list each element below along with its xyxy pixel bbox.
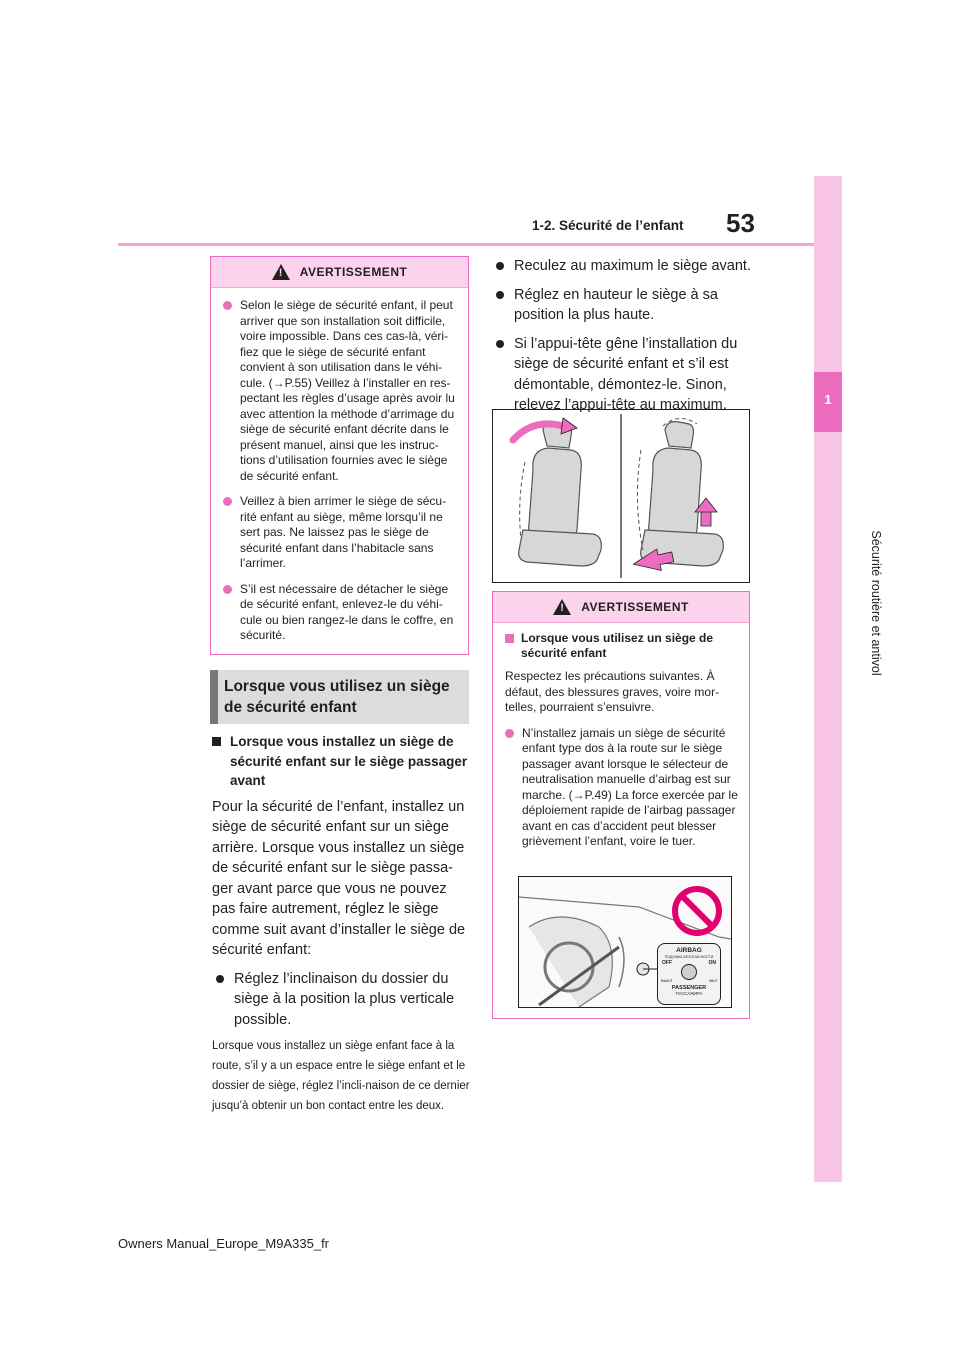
chapter-side-tab	[814, 176, 842, 1182]
warning-triangle-icon: !	[553, 599, 571, 615]
left-column	[212, 732, 470, 1116]
airbag-label-ru: ПОДУШКА БЕЗОПАСНОСТИ	[664, 955, 714, 959]
airbag-key-slot[interactable]	[681, 964, 697, 980]
airbag-switch-panel	[657, 943, 721, 1005]
bullet-dot-icon	[505, 729, 514, 738]
warning-subheading: Lorsque vous utilisez un siège de sécurité enfant	[505, 631, 741, 661]
page-number: 53	[726, 208, 755, 238]
section-title: 1-2. Sécurité de l’enfant	[532, 218, 684, 233]
warning-title: AVERTISSEMENT	[299, 265, 408, 279]
section-heading-text: Lorsque vous utilisez un siège de sécurité enfant	[224, 678, 450, 716]
bullet-dot-icon	[223, 497, 232, 506]
bullet-dot-icon	[216, 975, 224, 983]
heading-bar	[210, 670, 218, 724]
warning-header	[211, 257, 468, 288]
bullet-dot-icon	[496, 291, 504, 299]
subheading: Lorsque vous installez un siège de sécurité enfant sur le siège passager avant	[212, 732, 470, 791]
warning-header	[493, 592, 749, 623]
on-label-ru: ВКЛ	[709, 978, 717, 983]
off-label-ru: ВЫКЛ	[661, 978, 673, 983]
on-label: ON	[708, 960, 716, 966]
warning-bullet: Veillez à bien arrimer le siège de sécu-rité enfant au siège, même lorsqu’il ne sert pas. Ne laissez pas le siège de sécurité enfant dans l’habitacle sans l’arrimer.	[223, 494, 460, 572]
instruction-bullet: Réglez l’inclinaison du dossier du siège à la position la plus verticale possible.	[212, 969, 470, 1031]
instruction-bullet: Reculez au maximum le siège avant.	[492, 256, 754, 277]
warning-triangle-icon: !	[272, 264, 290, 280]
warning-title: AVERTISSEMENT	[581, 600, 689, 614]
seat-drawing	[493, 410, 749, 582]
bullet-dot-icon	[223, 301, 232, 310]
airbag-label: AIRBAG	[676, 947, 702, 954]
note-paragraph: Lorsque vous installez un siège enfant face à la route, s’il y a un espace entre le siège enfant et le dossier de siège, réglez l’incli-naison de ce dernier jusqu’à obtenir un bon contact entre les deux.	[212, 1040, 470, 1112]
passenger-label-ru: ПАССАЖИРА	[675, 991, 703, 996]
warning-bullet: S’il est nécessaire de détacher le siège de sécurité enfant, enlevez-le du véhi-cule ou bien rangez-le dans le coffre, en sécurité.	[223, 582, 460, 644]
right-column	[492, 256, 754, 416]
instruction-bullet: Si l’appui-tête gêne l’installation du siège de sécurité enfant et s’il est démontable, démontez-le. Sinon, relevez l’appui-tête au maximum.	[492, 334, 754, 416]
footer-doc-id: Owners Manual_Europe_M9A335_fr	[118, 1236, 330, 1251]
square-bullet-icon	[212, 737, 221, 746]
warning-bullet: N’installez jamais un siège de sécurité enfant type dos à la route sur le siège passager avant lorsque le sélecteur de neutralisation manuelle d’airbag est sur marche. (→P.49) La force exercée par le déploiement rapide de l’airbag passager avant en cas d’accident peut blesser grièvement l’enfant, voire le tuer.	[505, 726, 741, 850]
bullet-dot-icon	[496, 262, 504, 270]
chapter-title: Sécurité routière et antivol	[869, 530, 883, 676]
airbag-switch-illustration	[518, 876, 732, 1008]
off-label: OFF	[662, 960, 672, 966]
warning-paragraph: Respectez les précautions suivantes. À défaut, des blessures graves, voire mor-telles, pourraient s’ensuivre.	[505, 669, 720, 714]
seat-adjustment-illustration	[492, 409, 750, 583]
square-bullet-icon	[505, 634, 514, 643]
chapter-number: 1	[824, 392, 832, 407]
bullet-dot-icon	[223, 585, 232, 594]
warning-bullet: Selon le siège de sécurité enfant, il peut arriver que son installation soit difficile, voire impossible. Dans ces cas-là, véri-fiez que le siège de sécurité enfant convient à son utilisation dans le véhi-cule. (→P.55) Veillez à l’installer en res-pectant les règles d’usage après avoir lu avec attention la méthode d’arrimage du siège de sécurité enfant décrite dans le présent manuel, ainsi que les instruc-tions d’utilisation fournies avec le siège de sécurité enfant.	[223, 298, 460, 484]
passenger-label: PASSENGER	[671, 985, 707, 991]
header-rule	[118, 243, 814, 246]
intro-paragraph: Pour la sécurité de l’enfant, installez un siège de sécurité enfant sur un siège arrière. Lorsque vous installez un siège de sécurité enfant sur le siège passa-ger avant parce que vous ne pouvez pas faire autrement, réglez le siège comme suit avant d’installer le siège de sécurité enfant:	[212, 798, 466, 958]
warning-box-1	[210, 256, 469, 655]
instruction-bullet: Réglez en hauteur le siège à sa position la plus haute.	[492, 285, 754, 326]
seat-left	[519, 422, 602, 566]
section-heading	[210, 670, 469, 724]
bullet-dot-icon	[496, 340, 504, 348]
seat-right	[641, 422, 724, 566]
